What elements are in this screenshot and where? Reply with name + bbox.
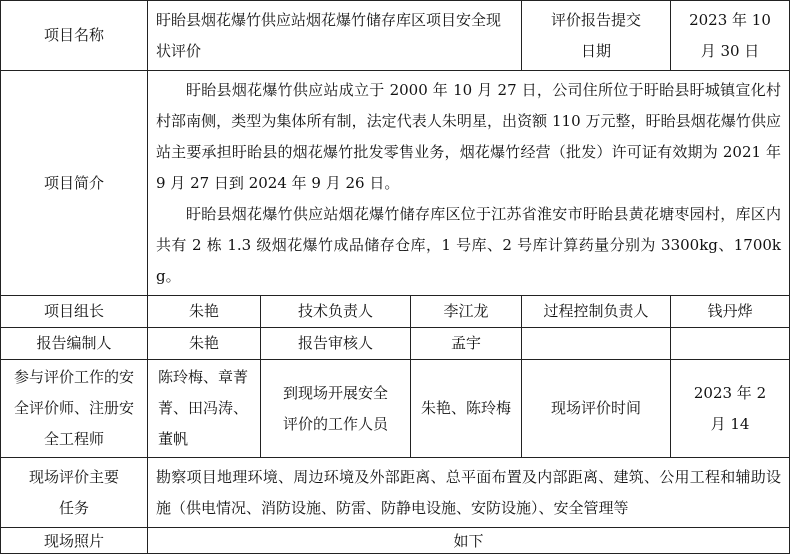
tasks-label: 现场评价主要任务 [1, 458, 148, 528]
reviewer-label: 报告审核人 [261, 328, 411, 360]
onsite-staff-label: 到现场开展安全评价的工作人员 [261, 360, 411, 458]
participants-value: 陈玲梅、章菁菁、田冯涛、董帆 [148, 360, 261, 458]
leader-label: 项目组长 [1, 296, 148, 328]
row-tasks [1, 458, 790, 528]
editor-value: 朱艳 [148, 328, 261, 360]
tech-lead-value: 李江龙 [411, 296, 522, 328]
editor-label: 报告编制人 [1, 328, 148, 360]
project-intro-paragraph-2: 盱眙县烟花爆竹供应站烟花爆竹储存库区位于江苏省淮安市盱眙县黄花塘枣园村，库区内共有 2 栋 1.3 级烟花爆竹成品储存仓库，1 号库、2 号库计算药量分别为 3300kg、1700kg。 [156, 204, 781, 285]
onsite-time-label: 现场评价时间 [522, 360, 671, 458]
empty-cell [522, 328, 671, 360]
photos-value: 如下 [148, 528, 790, 554]
project-name-value: 盱眙县烟花爆竹供应站烟花爆竹储存库区项目安全现状评价 [148, 1, 522, 71]
project-intro-cell [148, 71, 790, 296]
onsite-time-value: 2023 年 2 月 14 [671, 360, 790, 458]
row-photos [1, 528, 790, 554]
row-team [1, 296, 790, 328]
row-report [1, 328, 790, 360]
project-name-label: 项目名称 [1, 1, 148, 71]
report-date-label: 评价报告提交日期 [522, 1, 671, 71]
participants-label: 参与评价工作的安全评价师、注册安全工程师 [1, 360, 148, 458]
project-intro-paragraph-1: 盱眙县烟花爆竹供应站成立于 2000 年 10 月 27 日，公司住所位于盱眙县盱城镇宣化村村部南侧，类型为集体所有制，法定代表人朱明星，出资额 110 万元整，盱眙县烟花爆竹供应站主要承担盱眙县的烟花爆竹批发零售业务，烟花爆竹经营（批发）许可证有效期为 2021 年 9 月 27 日到 2024 年 9 月 26 日。 [156, 80, 781, 192]
report-date-value: 2023 年 10 月 30 日 [671, 1, 790, 71]
row-evaluators [1, 360, 790, 458]
empty-cell [671, 328, 790, 360]
tech-lead-label: 技术负责人 [261, 296, 411, 328]
project-intro-label: 项目简介 [1, 71, 148, 296]
photos-label: 现场照片 [1, 528, 148, 554]
process-control-label: 过程控制负责人 [522, 296, 671, 328]
reviewer-value: 孟宇 [411, 328, 522, 360]
row-project-intro [1, 71, 790, 296]
process-control-value: 钱丹烨 [671, 296, 790, 328]
leader-value: 朱艳 [148, 296, 261, 328]
row-project-name [1, 1, 790, 71]
onsite-staff-value: 朱艳、陈玲梅 [411, 360, 522, 458]
tasks-value: 勘察项目地理环境、周边环境及外部距离、总平面布置及内部距离、建筑、公用工程和辅助设施（供电情况、消防设施、防雷、防静电设施、安防设施）、安全管理等 [148, 458, 790, 528]
